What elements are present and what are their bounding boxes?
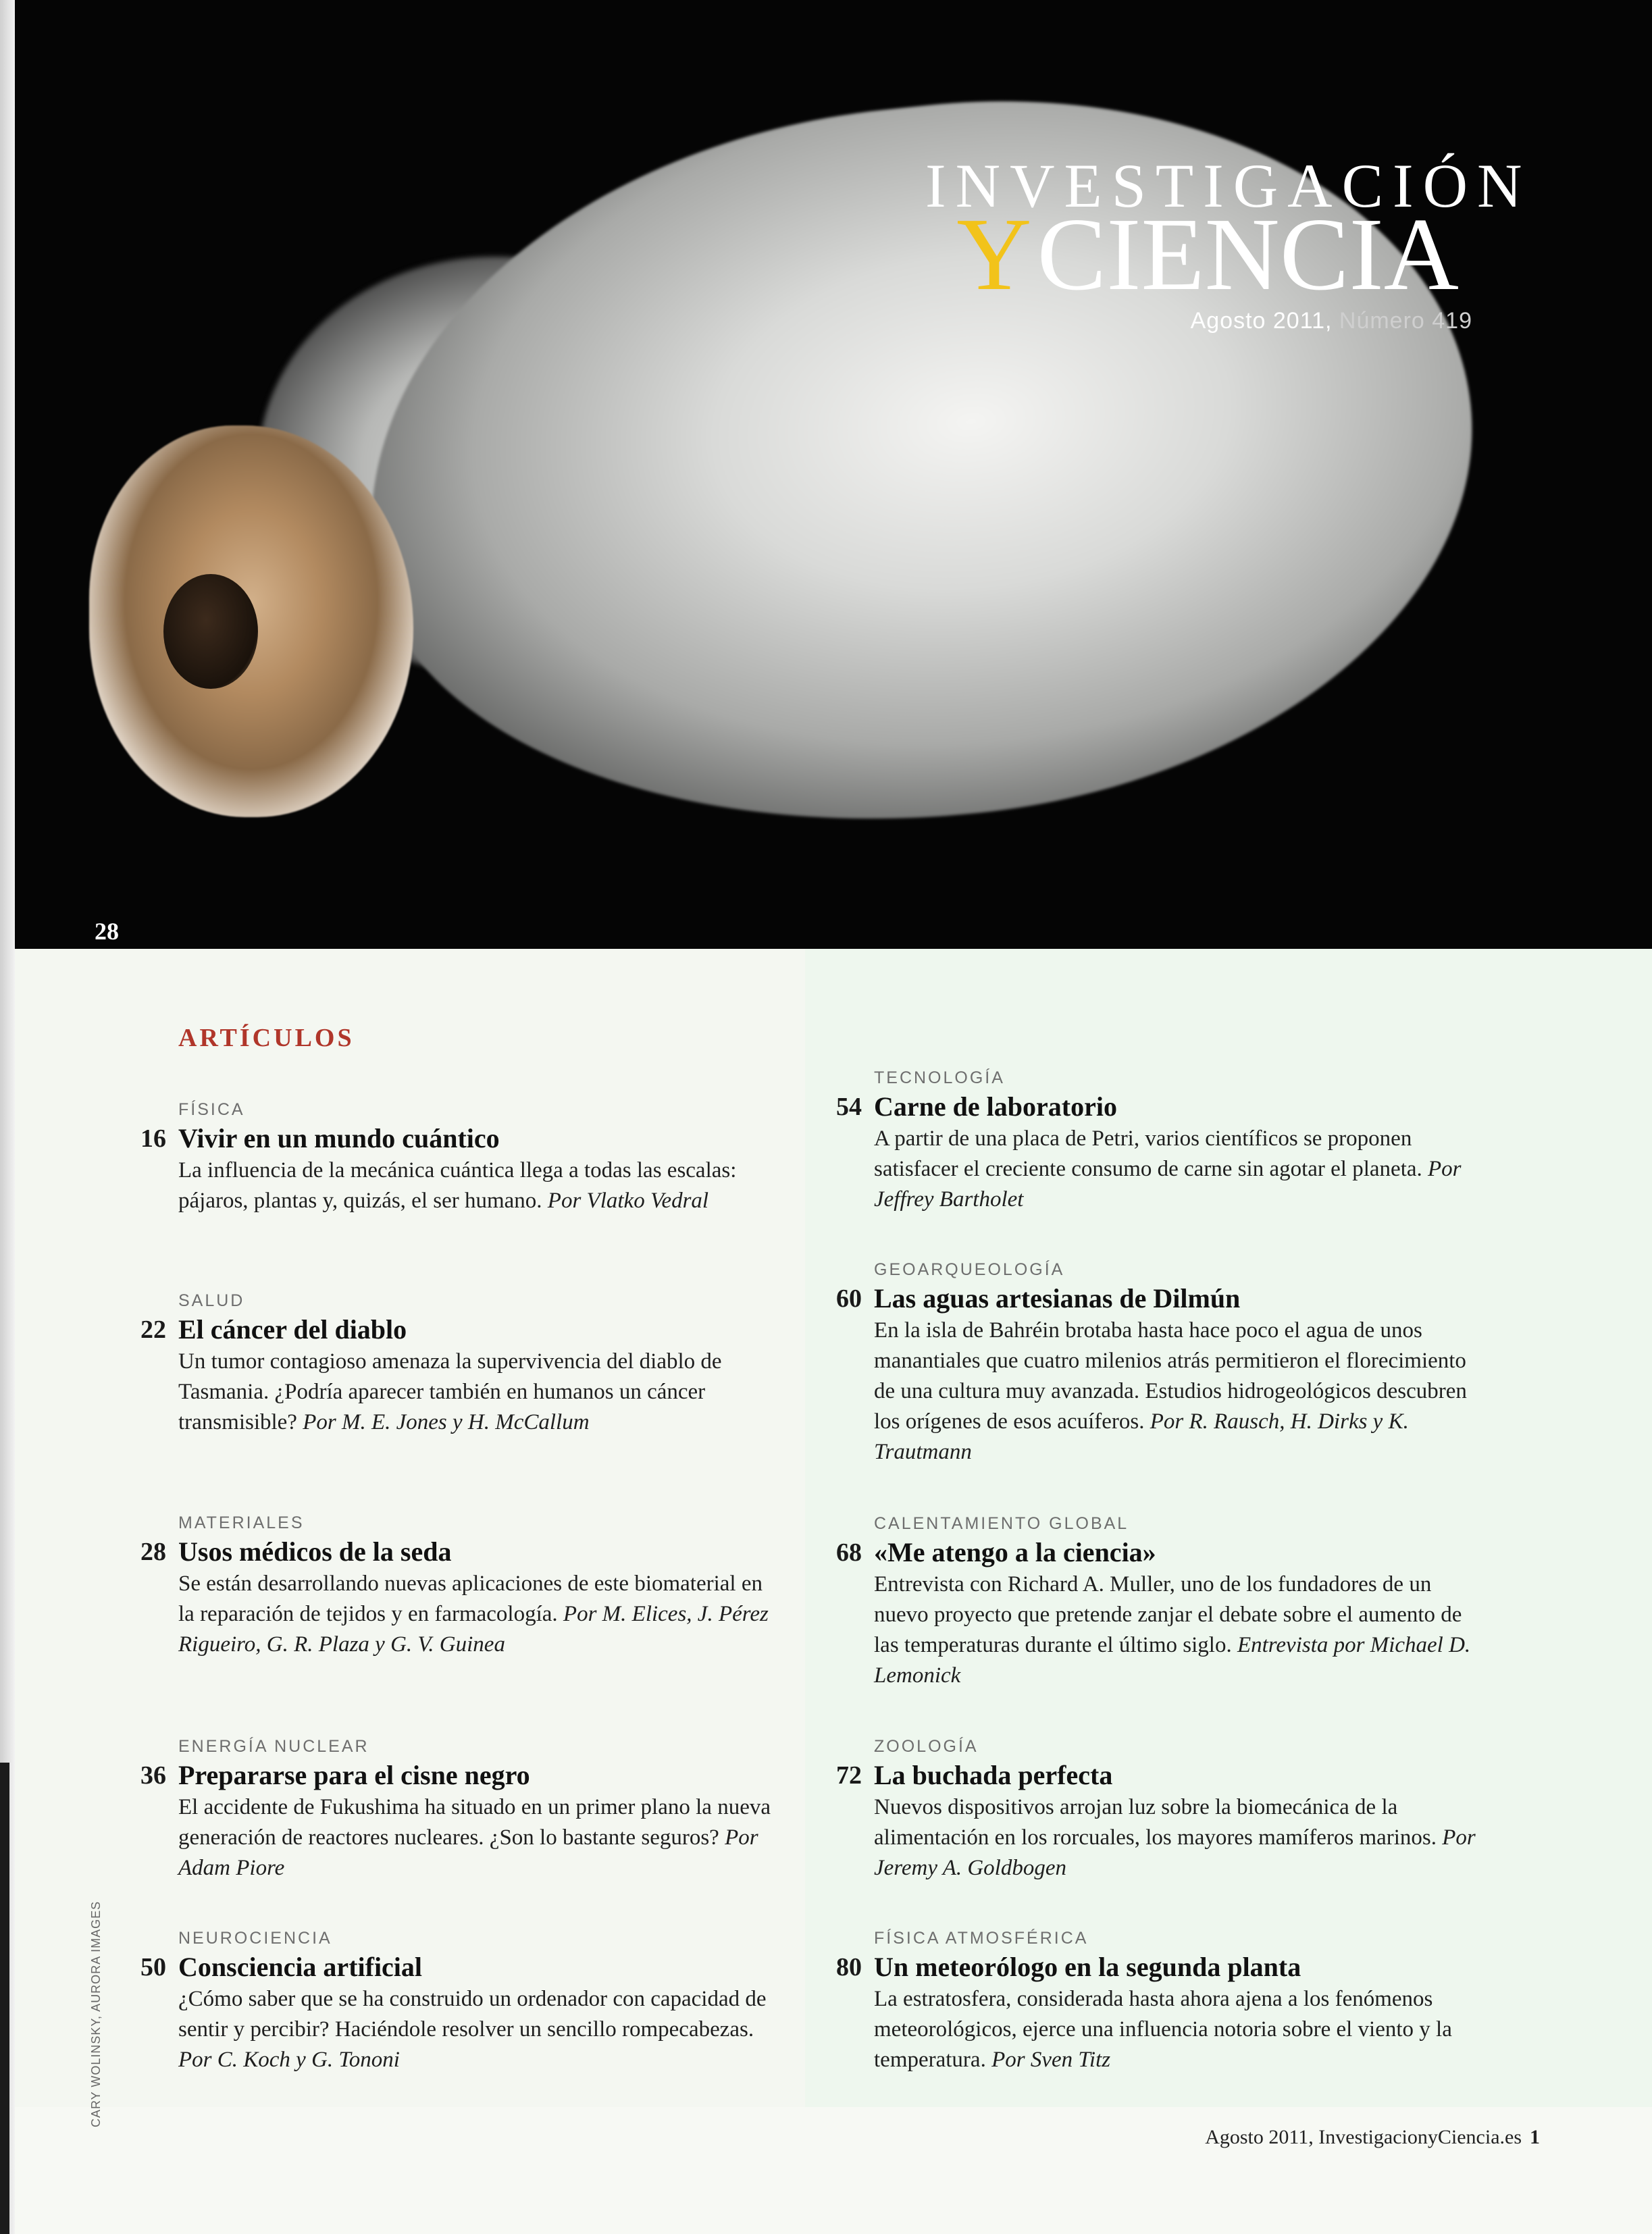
entry-page-number: 16 <box>140 1124 166 1153</box>
entry-page-number: 60 <box>836 1284 862 1313</box>
entry-description <box>178 1569 773 1660</box>
entry-category: ZOOLOGÍA <box>874 1737 979 1756</box>
entry-byline: Por C. Koch y G. Tononi <box>178 2048 400 2072</box>
entry-title: «Me atengo a la ciencia» <box>874 1537 1156 1567</box>
entry-byline: Por R. Rausch, H. Dirks y K. Trautmann <box>874 1409 1409 1464</box>
page-footer <box>1108 2126 1540 2149</box>
entry-summary: Entrevista con Richard A. Muller, uno de los fundadores de un nuevo proyecto que pretende zanjar el debate sobre el aumento de las temperaturas durante el último siglo. <box>874 1572 1462 1657</box>
footer-page-number: 1 <box>1530 2126 1540 2148</box>
entry-byline: Por Jeremy A. Goldbogen <box>874 1825 1476 1880</box>
entry-title: Consciencia artificial <box>178 1952 423 1982</box>
moth-eye-shape <box>163 574 258 689</box>
entry-summary: La estratosfera, considerada hasta ahora ajena a los fenómenos meteorológicos, ejerce una influencia notoria sobre el viento y la temperatura. <box>874 1987 1452 2072</box>
cover-photo <box>15 0 1652 949</box>
entry-category: FÍSICA <box>178 1100 245 1119</box>
toc-entry[interactable] <box>140 1926 773 2075</box>
masthead-ciencia: CIENCIA <box>1037 197 1459 312</box>
masthead-y-ciencia <box>912 197 1459 312</box>
entry-summary: A partir de una placa de Petri, varios científicos se proponen satisfacer el creciente consumo de carne sin agotar el planeta. <box>874 1126 1422 1181</box>
entry-title: Vivir en un mundo cuántico <box>178 1123 500 1153</box>
entry-title: Carne de laboratorio <box>874 1091 1117 1122</box>
toc-entry[interactable] <box>836 1066 1482 1215</box>
entry-title: Las aguas artesianas de Dilmún <box>874 1283 1241 1314</box>
entry-byline: Entrevista por Michael D. Lemonick <box>874 1633 1471 1688</box>
entry-description <box>874 1316 1482 1467</box>
issue-info <box>1094 308 1472 334</box>
masthead-investigacion: INVESTIGACIÓN <box>925 151 1532 220</box>
entry-category: CALENTAMIENTO GLOBAL <box>874 1514 1129 1533</box>
entry-summary: Un tumor contagioso amenaza la supervivencia del diablo de Tasmania. ¿Podría aparecer también en humanos un cáncer transmisible? <box>178 1349 722 1434</box>
photo-page-reference: 28 <box>95 918 119 945</box>
entry-page-number: 54 <box>836 1093 862 1121</box>
entry-title: Un meteorólogo en la segunda planta <box>874 1952 1301 1982</box>
toc-entry[interactable] <box>140 1511 773 1660</box>
footer-text: Agosto 2011, InvestigacionyCiencia.es <box>1205 2126 1522 2148</box>
entry-byline: Por M. Elices, J. Pérez Rigueiro, G. R. Plaza y G. V. Guinea <box>178 1602 769 1657</box>
photo-credit: CARY WOLINSKY, AURORA IMAGES <box>89 1900 103 2127</box>
section-title-articulos: ARTÍCULOS <box>178 1024 355 1052</box>
entry-category: MATERIALES <box>178 1513 305 1532</box>
toc-entry[interactable] <box>140 1734 773 1884</box>
entry-page-number: 50 <box>140 1953 166 1981</box>
entry-description <box>178 1155 773 1216</box>
entry-description <box>874 1569 1482 1691</box>
toc-entry[interactable] <box>836 1926 1482 2075</box>
issue-date: Agosto 2011, <box>1190 308 1339 334</box>
entry-summary: La influencia de la mecánica cuántica llega a todas las escalas: pájaros, plantas y, quizás, el ser humano. <box>178 1158 737 1213</box>
toc-entry[interactable] <box>836 1511 1482 1691</box>
entry-description <box>178 1984 773 2075</box>
entry-byline: Por Jeffrey Bartholet <box>874 1157 1462 1212</box>
entry-title: Prepararse para el cisne negro <box>178 1760 530 1790</box>
entry-page-number: 36 <box>140 1761 166 1790</box>
toc-entry[interactable] <box>836 1257 1482 1467</box>
entry-page-number: 72 <box>836 1761 862 1790</box>
entry-description <box>874 1984 1482 2075</box>
entry-byline: Por M. E. Jones y H. McCallum <box>303 1410 590 1434</box>
entry-title: La buchada perfecta <box>874 1760 1113 1790</box>
entry-page-number: 22 <box>140 1316 166 1344</box>
entry-category: NEUROCIENCIA <box>178 1929 332 1948</box>
binding-edge <box>0 1763 9 2234</box>
entry-byline: Por Vlatko Vedral <box>547 1189 709 1213</box>
entry-summary: Se están desarrollando nuevas aplicaciones de este biomaterial en la reparación de tejidos y en farmacología. <box>178 1571 763 1626</box>
entry-page-number: 28 <box>140 1538 166 1566</box>
entry-description <box>874 1124 1482 1215</box>
entry-category: FÍSICA ATMOSFÉRICA <box>874 1929 1089 1948</box>
entry-category: ENERGÍA NUCLEAR <box>178 1737 369 1756</box>
entry-category: SALUD <box>178 1291 245 1310</box>
entry-category: GEOARQUEOLOGÍA <box>874 1260 1065 1279</box>
masthead-y-letter: Y <box>956 197 1032 312</box>
entry-title: El cáncer del diablo <box>178 1314 407 1345</box>
toc-entry[interactable] <box>140 1289 773 1438</box>
entry-category: TECNOLOGÍA <box>874 1068 1005 1087</box>
entry-description <box>874 1792 1482 1884</box>
toc-entry[interactable] <box>140 1097 773 1216</box>
entry-page-number: 68 <box>836 1538 862 1567</box>
issue-number: Número 419 <box>1339 308 1472 334</box>
entry-description <box>178 1792 773 1884</box>
entry-description <box>178 1347 773 1438</box>
entry-title: Usos médicos de la seda <box>178 1536 452 1567</box>
entry-page-number: 80 <box>836 1953 862 1981</box>
entry-summary: ¿Cómo saber que se ha construido un ordenador con capacidad de sentir y percibir? Haciéndole resolver un sencillo rompecabezas. <box>178 1987 767 2042</box>
toc-entry[interactable] <box>836 1734 1482 1884</box>
entry-summary: Nuevos dispositivos arrojan luz sobre la biomecánica de la alimentación en los rorcuales, los mayores mamíferos marinos. <box>874 1795 1437 1850</box>
entry-summary: En la isla de Bahréin brotaba hasta hace poco el agua de unos manantiales que cuatro milenios atrás permitieron el florecimiento de una cultura muy avanzada. Estudios hidrogeológicos descubren los orígenes de esos acuíferos. <box>874 1318 1467 1434</box>
entry-byline: Por Sven Titz <box>991 2048 1111 2072</box>
entry-summary: El accidente de Fukushima ha situado en un primer plano la nueva generación de reactores nucleares. ¿Son lo bastante seguros? <box>178 1795 771 1850</box>
entry-byline: Por Adam Piore <box>178 1825 758 1880</box>
